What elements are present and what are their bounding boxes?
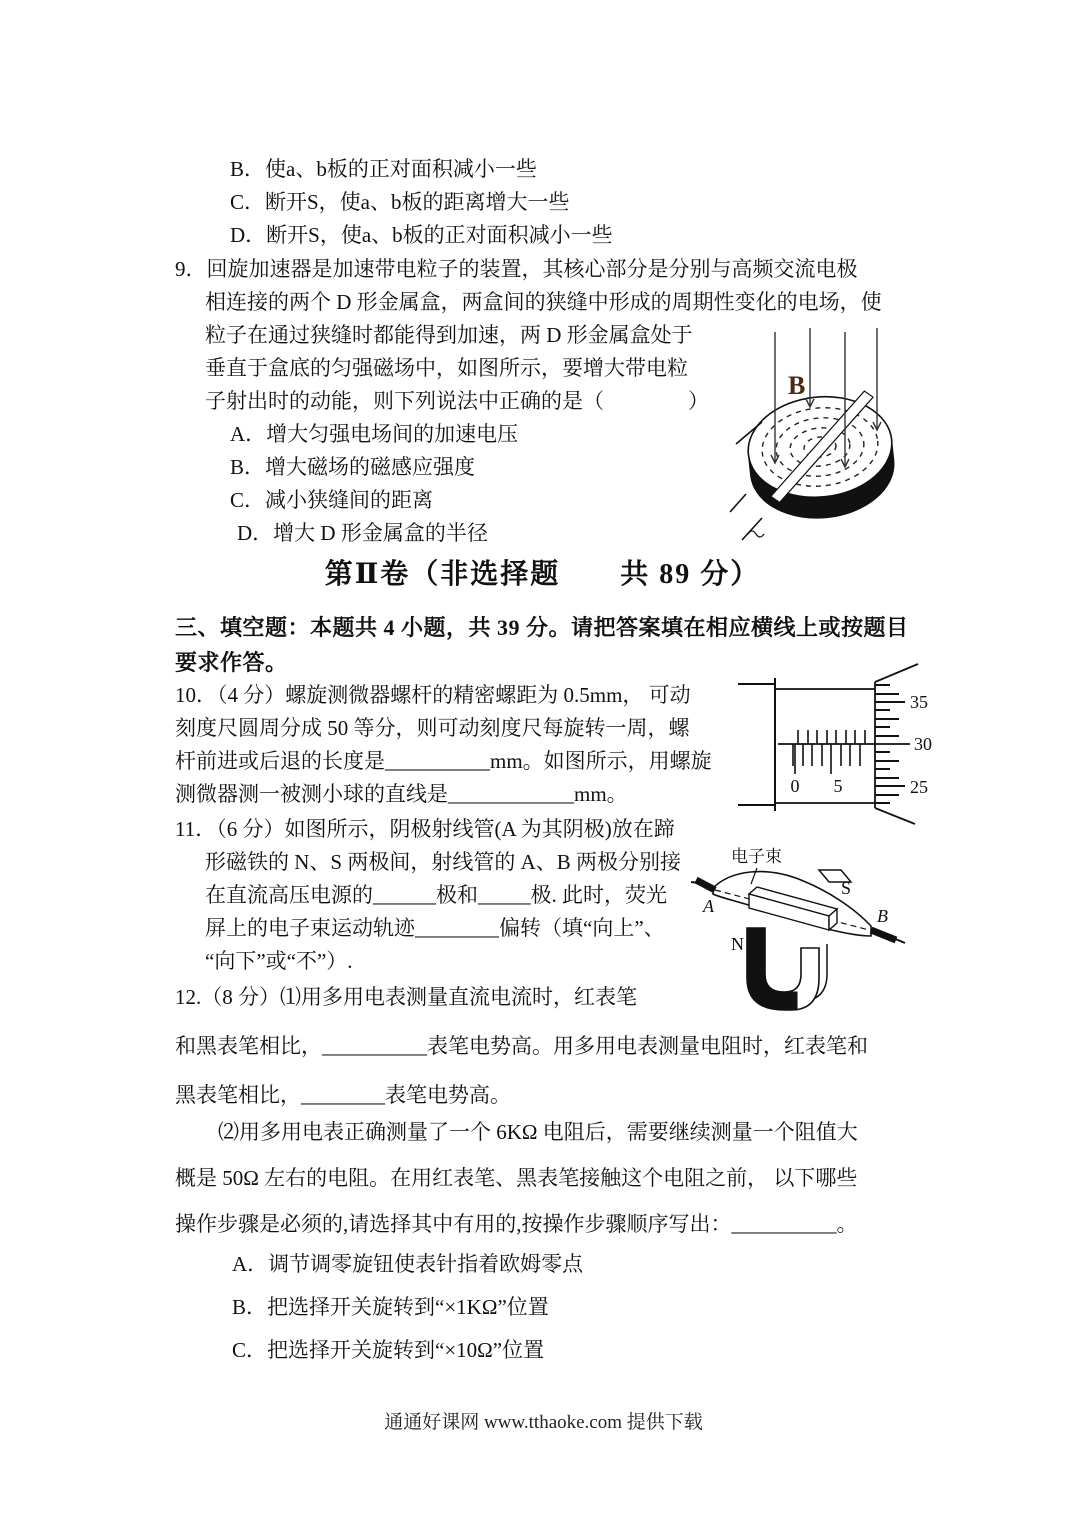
q12-part2-line-1: ⑵用多用电表正确测量了一个 6KΩ 电阻后，需要继续测量一个阻值大	[218, 1120, 858, 1144]
q9-option-d: D．增大 D 形金属盒的半径	[237, 521, 488, 545]
q11-line-1: 11．（6 分）如图所示，阴极射线管(A 为其阴极)放在蹄	[175, 817, 675, 841]
section3-instructions-line2: 要求作答。	[175, 650, 288, 675]
q9-line-1: 9．回旋加速器是加速带电粒子的装置，其核心部分是分别与高频交流电极	[175, 257, 858, 281]
thimble-label-30: 30	[914, 734, 932, 754]
n-pole-label: N	[731, 934, 744, 954]
q10-line-3: 杆前进或后退的长度是__________mm。如图所示，用螺旋	[175, 749, 712, 773]
electrode-a	[691, 880, 715, 890]
q8-option-b: B．使a、b板的正对面积减小一些	[230, 157, 537, 181]
beam-label: 电子束	[731, 847, 782, 866]
micrometer-frame	[738, 678, 775, 811]
horseshoe-magnet	[747, 928, 827, 1010]
q8-option-c: C．断开S，使a、b板的距离增大一些	[230, 190, 570, 214]
q12-option-a: A．调节调零旋钮使表针指着欧姆零点	[232, 1252, 584, 1276]
q9-line-5: 子射出时的动能，则下列说法中正确的是（ ）	[205, 389, 709, 413]
q9-option-a: A．增大匀强电场间的加速电压	[230, 422, 519, 446]
q12-part2-line-3: 操作步骤是必须的,请选择其中有用的,按操作步骤顺序写出：__________。	[175, 1212, 858, 1236]
q12-option-c: C．把选择开关旋转到“×10Ω”位置	[232, 1338, 545, 1362]
q11-line-4: 屏上的电子束运动轨迹________偏转（填“向上”、	[205, 916, 665, 940]
section3-instructions-line1: 三、填空题：本题共 4 小题，共 39 分。请把答案填在相应横线上或按题目	[175, 615, 909, 640]
thimble-label-35: 35	[910, 692, 928, 712]
q9-line-3: 粒子在通过狭缝时都能得到加速，两 D 形金属盒处于	[205, 323, 693, 347]
micrometer-figure	[738, 656, 1038, 826]
main-scale-label-5: 5	[833, 776, 843, 796]
electrode-b	[871, 930, 905, 943]
main-scale-label-0: 0	[790, 776, 800, 796]
q12-line-3: 黑表笔相比，________表笔电势高。	[175, 1083, 511, 1107]
q12-line-1: 12.（8 分）⑴用多用电表测量直流电流时，红表笔	[175, 985, 637, 1009]
part2-heading: 第Ⅱ卷（非选择题 共 89 分）	[324, 559, 761, 590]
q12-line-2: 和黑表笔相比，__________表笔电势高。用多用电表测量电阻时，红表笔和	[175, 1034, 868, 1058]
q11-line-3: 在直流高压电源的______极和_____极. 此时，荧光	[205, 883, 667, 907]
q11-line-5: “向下”或“不”）.	[205, 949, 353, 973]
main-scale-ticks	[793, 730, 865, 774]
cathode-ray-tube-figure	[691, 842, 933, 1020]
q12-option-b: B．把选择开关旋转到“×1KΩ”位置	[232, 1295, 549, 1319]
q8-option-d: D．断开S，使a、b板的正对面积减小一些	[230, 223, 613, 247]
q9-option-c: C．减小狭缝间的距离	[230, 488, 434, 512]
q9-option-b: B．增大磁场的磁感应强度	[230, 455, 476, 479]
s-pole-label: S	[841, 878, 852, 898]
b-electrode-label: B	[877, 906, 888, 926]
page-footer: 通通好课网 www.tthaoke.com 提供下载	[384, 1412, 703, 1433]
q9-line-4: 垂直于盒底的匀强磁场中，如图所示，要增大带电粒	[205, 356, 688, 380]
q12-part2-line-2: 概是 50Ω 左右的电阻。在用红表笔、黑表笔接触这个电阻之前， 以下哪些	[175, 1166, 858, 1190]
a-electrode-label: A	[703, 896, 714, 916]
dee-disk	[743, 389, 899, 525]
q11-line-2: 形磁铁的 N、S 两极间，射线管的 A、B 两极分别接	[205, 850, 682, 874]
cyclotron-figure	[728, 326, 1028, 566]
b-field-label: B	[788, 371, 806, 400]
q10-line-1: 10．（4 分）螺旋测微器螺杆的精密螺距为 0.5mm， 可动	[175, 683, 691, 707]
thimble-label-25: 25	[910, 777, 928, 797]
q10-line-4: 测微器测一被测小球的直线是____________mm。	[175, 782, 628, 806]
q10-line-2: 刻度尺圆周分成 50 等分，则可动刻度尺每旋转一周，螺	[175, 716, 690, 740]
q9-line-2: 相连接的两个 D 形金属盒，两盒间的狭缝中形成的周期性变化的电场，使	[205, 290, 882, 314]
